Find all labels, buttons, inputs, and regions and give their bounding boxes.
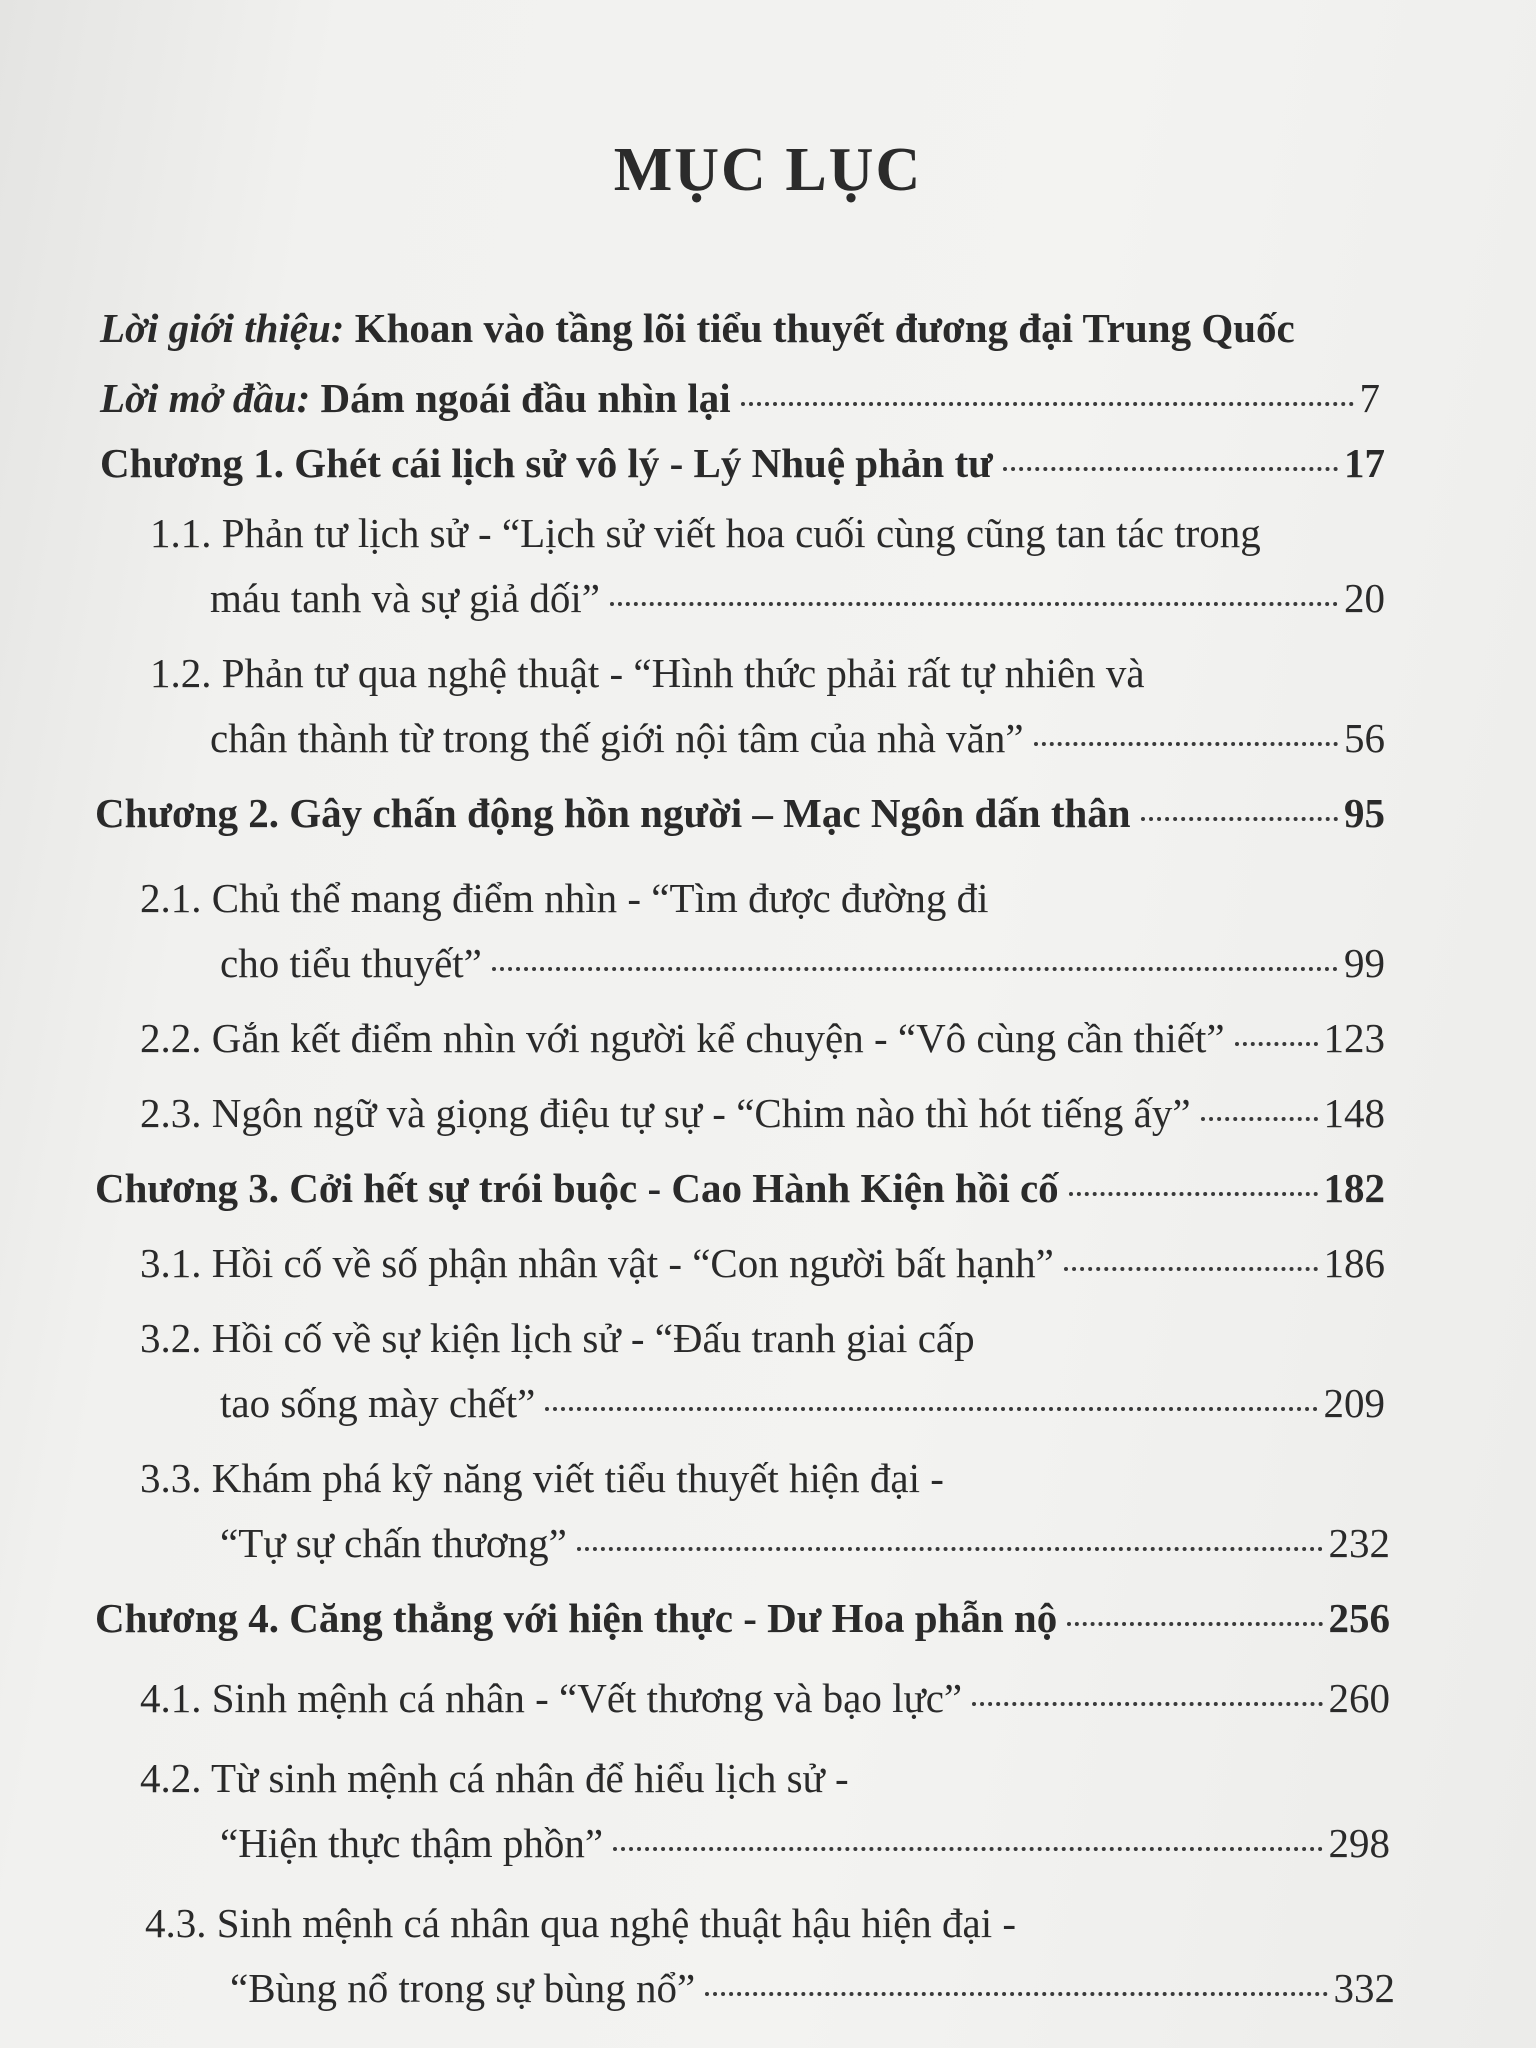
toc-entry-cont: cho tiểu thuyết” [220,940,482,986]
toc-chapter-1 [100,435,1385,491]
toc-entry-text: 2.2. Gắn kết điểm nhìn với người kể chuyện - “Vô cùng cần thiết” [140,1015,1225,1061]
leader-dots [1141,817,1338,821]
toc-entry-cont: chân thành từ trong thế giới nội tâm của nhà văn” [210,715,1024,761]
toc-section-4-2 [140,1750,849,1806]
toc-entry-text: 4.1. Sinh mệnh cá nhân - “Vết thương và bạo lực” [140,1675,963,1721]
leader-dots [1201,1117,1318,1121]
leader-dots [492,967,1338,971]
toc-entry-text: 4.2. Từ sinh mệnh cá nhân để hiểu lịch sử - [140,1755,849,1801]
leader-dots [1235,1042,1318,1046]
leader-dots [972,1702,1322,1706]
toc-section-2-3 [140,1085,1385,1141]
toc-entry-cont: “Hiện thực thậm phồn” [220,1820,604,1866]
toc-section-4-2-cont [220,1815,1390,1871]
page-number: 256 [1328,1595,1390,1641]
toc-chapter-3 [95,1160,1385,1216]
page-number: 56 [1344,715,1385,761]
toc-chapter-4 [95,1590,1390,1646]
toc-entry-text: 1.1. Phản tư lịch sử - “Lịch sử viết hoa cuối cùng cũng tan tác trong [150,510,1261,556]
toc-entry-text: Chương 1. Ghét cái lịch sử vô lý - Lý Nhuệ phản tư [100,440,993,486]
toc-section-4-3-cont [230,1960,1395,2016]
leader-dots [1069,1192,1318,1196]
toc-entry-text: 3.3. Khám phá kỹ năng viết tiểu thuyết hiện đại - [140,1455,944,1501]
toc-section-1-2-cont [210,710,1385,766]
toc-section-2-2 [140,1010,1385,1066]
toc-entry-text: Chương 2. Gây chấn động hồn người – Mạc Ngôn dấn thân [95,790,1131,836]
page-number: 7 [1359,375,1380,421]
page-number: 123 [1323,1015,1385,1061]
toc-section-3-3-cont [220,1515,1390,1571]
page-title: MỤC LỤC [613,136,923,204]
leader-dots [577,1547,1323,1551]
toc-entry-text: 2.1. Chủ thể mang điểm nhìn - “Tìm được đường đi [140,875,989,921]
page-number: 260 [1328,1675,1390,1721]
leader-dots [1034,742,1338,746]
toc-entry-cont: “Bùng nổ trong sự bùng nổ” [230,1965,696,2011]
page-number: 209 [1323,1380,1385,1426]
page-number: 20 [1344,575,1385,621]
leader-dots [1003,467,1338,471]
toc-entry-intro [100,300,1295,356]
leader-dots [705,1992,1327,1996]
leader-dots [613,1847,1322,1851]
leader-dots [545,1407,1317,1411]
page-number: 232 [1328,1520,1390,1566]
page-number: 182 [1323,1165,1385,1211]
toc-section-2-1-cont [220,935,1385,991]
page-number: 186 [1323,1240,1385,1286]
toc-section-1-1-cont [210,570,1385,626]
toc-section-1-2 [150,645,1145,701]
page-number: 95 [1344,790,1385,836]
page-number: 17 [1344,440,1385,486]
toc-section-3-2 [140,1310,975,1366]
page-number: 332 [1333,1965,1395,2011]
toc-section-4-1 [140,1670,1390,1726]
toc-entry-text: 2.3. Ngôn ngữ và giọng điệu tự sự - “Chim nào thì hót tiếng ấy” [140,1090,1191,1136]
toc-entry-text: 4.3. Sinh mệnh cá nhân qua nghệ thuật hậu hiện đại - [145,1900,1017,1946]
toc-entry-prefix: Lời mở đầu: [100,375,311,421]
toc-chapter-2 [95,785,1385,841]
page-number: 148 [1323,1090,1385,1136]
toc-section-4-3 [145,1895,1016,1951]
toc-entry-text: Chương 3. Cởi hết sự trói buộc - Cao Hành Kiện hồi cố [95,1165,1059,1211]
leader-dots [1064,1267,1318,1271]
toc-section-3-1 [140,1235,1385,1291]
toc-entry-text: Chương 4. Căng thẳng với hiện thực - Dư Hoa phẫn nộ [95,1595,1058,1641]
toc-entry-text: 1.2. Phản tư qua nghệ thuật - “Hình thức phải rất tự nhiên và [150,650,1145,696]
toc-section-3-2-cont [220,1375,1385,1431]
toc-section-2-1 [140,870,988,926]
toc-entry-cont: máu tanh và sự giả dối” [210,575,600,621]
toc-section-1-1 [150,505,1261,561]
leader-dots [741,402,1354,406]
toc-section-3-3 [140,1450,944,1506]
toc-entry-text: Dám ngoái đầu nhìn lại [310,375,731,421]
toc-entry-text: 3.1. Hồi cố về số phận nhân vật - “Con người bất hạnh” [140,1240,1054,1286]
page-number: 298 [1328,1820,1390,1866]
toc-entry-cont: tao sống mày chết” [220,1380,536,1426]
toc-entry-text: Khoan vào tầng lõi tiểu thuyết đương đại Trung Quốc [344,305,1295,351]
page-number: 99 [1344,940,1385,986]
toc-entry-preface [100,370,1380,426]
toc-entry-cont: “Tự sự chấn thương” [220,1520,567,1566]
toc-entry-prefix: Lời giới thiệu: [100,305,345,351]
leader-dots [1067,1622,1322,1626]
toc-entry-text: 3.2. Hồi cố về sự kiện lịch sử - “Đấu tranh giai cấp [140,1315,975,1361]
leader-dots [610,602,1338,606]
